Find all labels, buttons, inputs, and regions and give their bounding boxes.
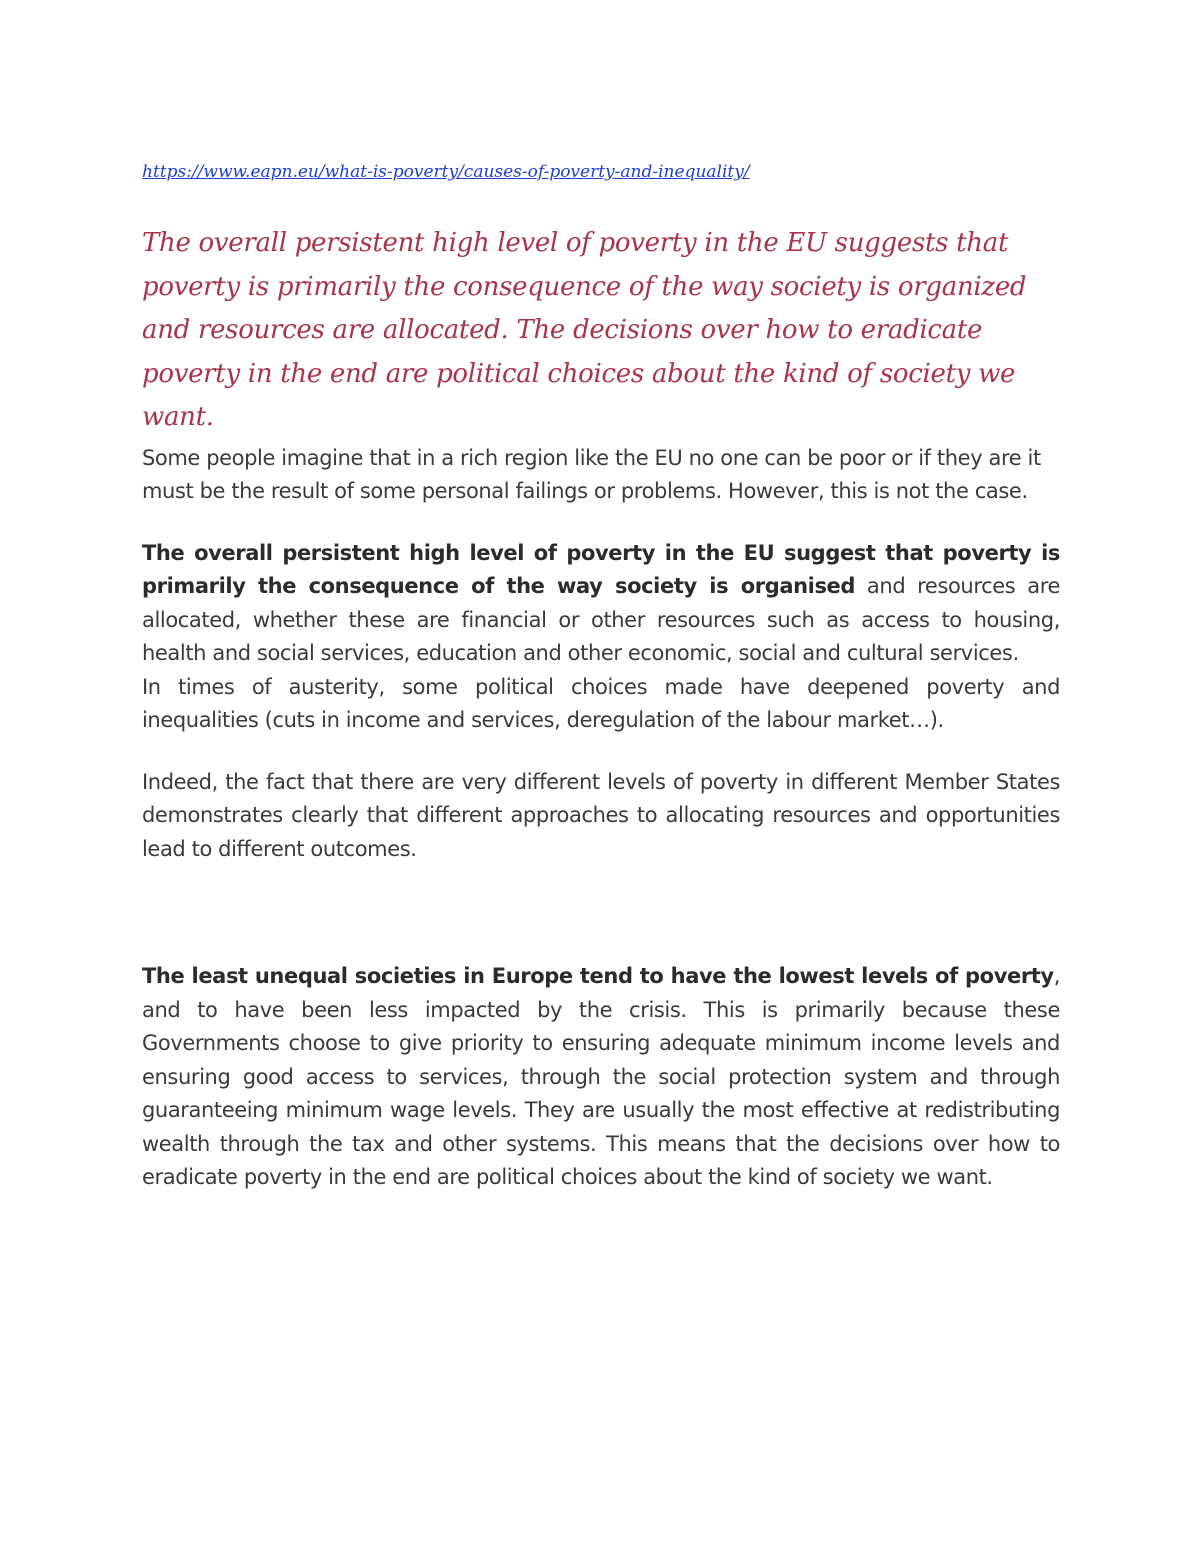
paragraph-least-unequal-bold: The least unequal societies in Europe tend to have the lowest levels of poverty (142, 964, 1054, 988)
document-body (142, 158, 1060, 1195)
paragraph-member-states: Indeed, the fact that there are very different levels of poverty in different Member States demonstrates clearly that different approaches to allocating resources and opportunities lead to different outcomes. (142, 769, 1060, 861)
paragraph-causes-bold: The overall persistent high level of poverty in the EU suggest that poverty is primarily the consequence of the way society is organised (142, 540, 1060, 598)
source-link[interactable]: https://www.eapn.eu/what-is-poverty/causes-of-poverty-and-inequality/ (142, 162, 750, 182)
paragraph-intro: Some people imagine that in a rich region like the EU no one can be poor or if they are it must be the result of some personal failings or problems. However, this is not the case. (142, 445, 1041, 503)
paragraph-causes (142, 537, 1060, 671)
paragraph-austerity: In times of austerity, some political choices made have deepened poverty and inequalities (cuts in income and services, deregulation of the labour market…). (142, 674, 1060, 732)
paragraph-causes-rest: and resources are allocated, whether these are financial or other resources such as access to housing, health and social services, education and other economic, social and cultural services. (142, 574, 1060, 665)
pull-quote: The overall persistent high level of poverty in the EU suggests that poverty is primarily the consequence of the way society is organized and resources are allocated. The decisions over how to eradicate poverty in the end are political choices about the kind of society we want. (142, 228, 1027, 432)
paragraph-least-unequal (142, 960, 1060, 1195)
paragraph-least-unequal-rest: , and to have been less impacted by the crisis. This is primarily because these Governments choose to give priority to ensuring adequate minimum income levels and ensuring good access to services, through the social protection system and through guaranteeing minimum wage levels. They are usually the most effective at redistributing wealth through the tax and other systems. This means that the decisions over how to eradicate poverty in the end are political choices about the kind of society we want. (142, 964, 1060, 1189)
